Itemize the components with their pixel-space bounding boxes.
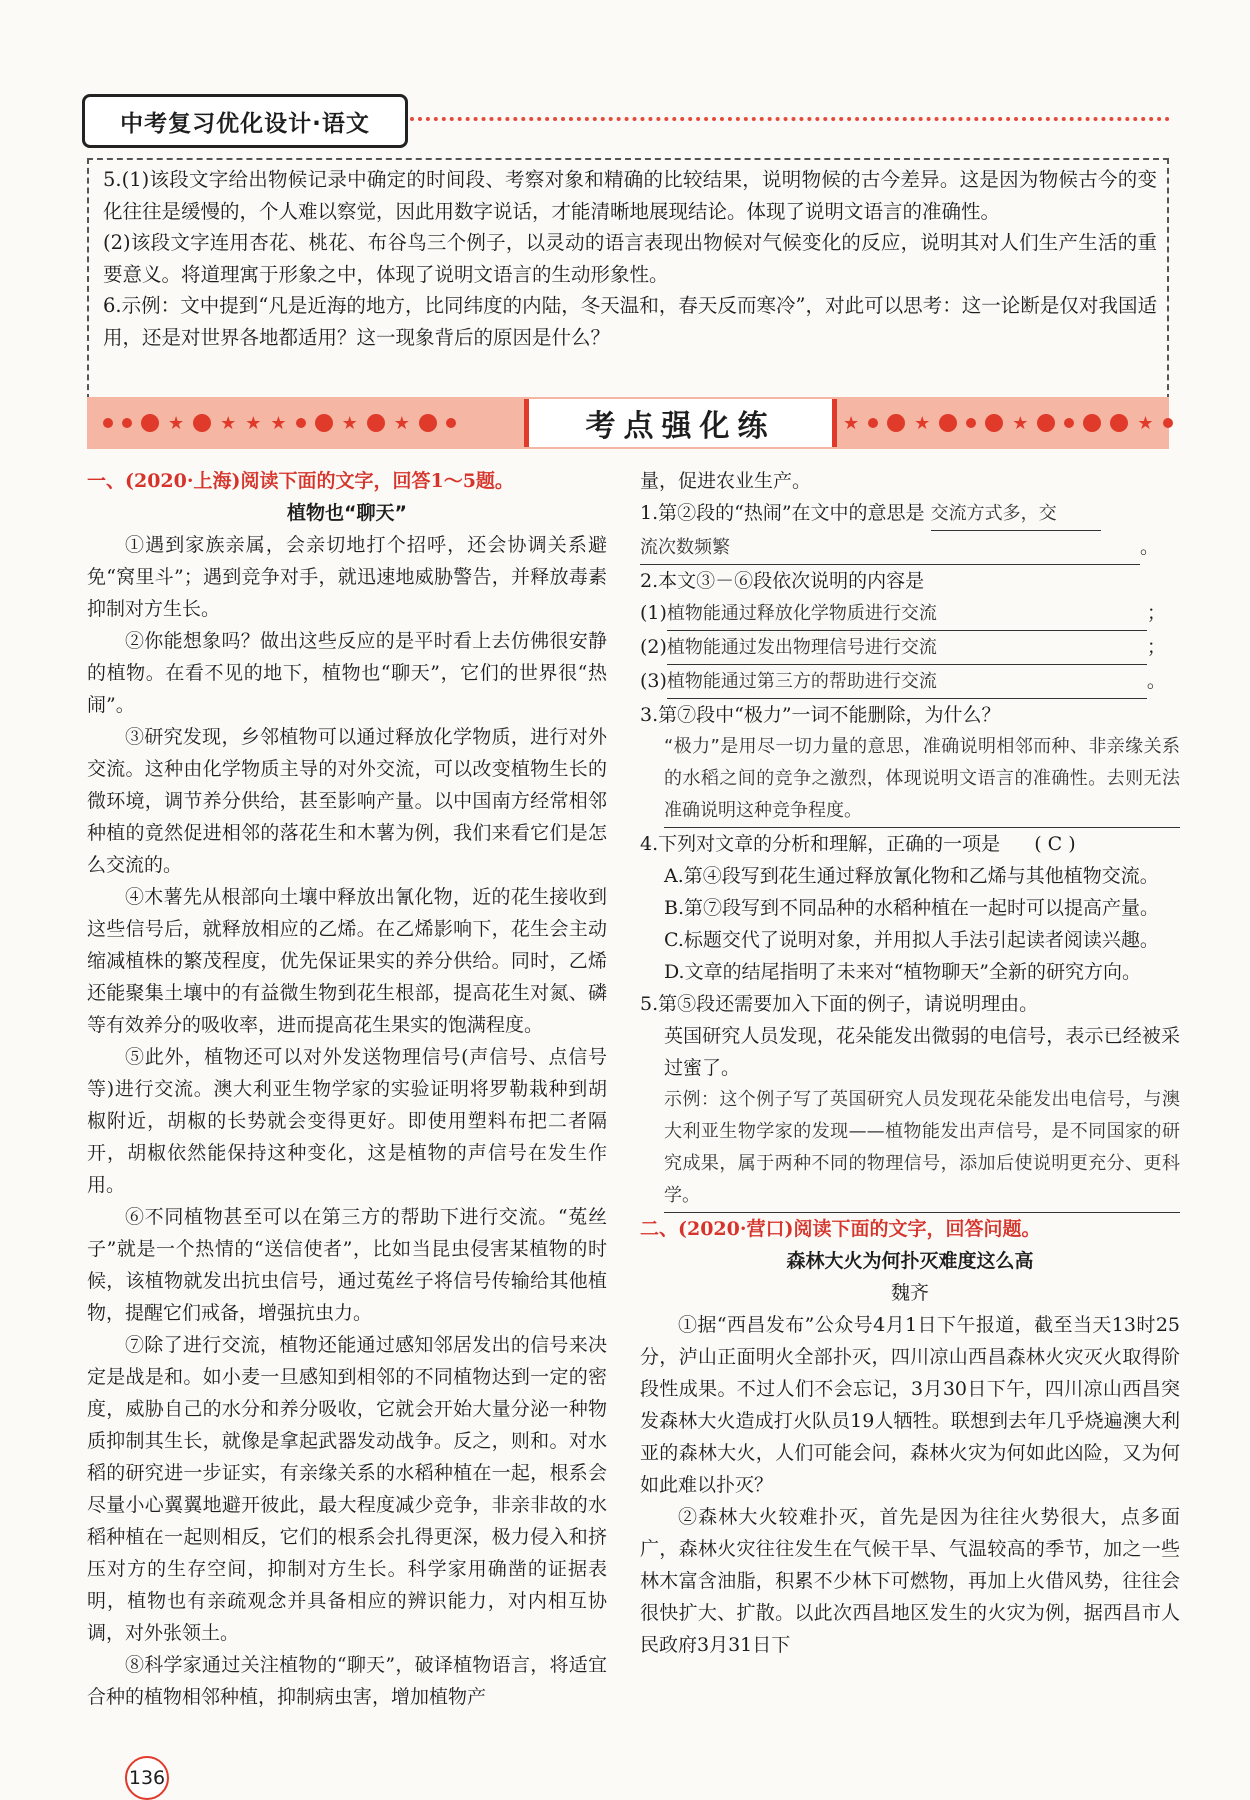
answer-box [87,158,1169,400]
q2-item-answer: 植物能通过发出物理信号进行交流 [667,632,1147,665]
question-1 [640,497,1180,531]
banner-title: 考点强化练 [524,399,837,447]
header-dotted-rule [410,117,1170,121]
article1-paragraph: ③研究发现，乡邻植物可以通过释放化学物质，进行对外交流。这种由化学物质主导的对外交流，可以改变植物生长的微环境，调节养分供给，甚至影响产量。以中国南方经常相邻种植的竟然促进相邻的落花生和木薯为例，我们来看它们是怎么交流的。 [87,726,607,876]
q2-item-answer: 植物能通过第三方的帮助进行交流 [667,666,1147,699]
q4-option: B.第⑦段写到不同品种的水稻种植在一起时可以提高产量。 [664,897,1160,919]
q1-end: 。 [1140,536,1160,558]
q2-item [640,597,1180,631]
q1-answer-b: 流次数频繁 [640,532,1140,565]
q4-option: D.文章的结尾指明了未来对“植物聊天”全新的研究方向。 [664,961,1142,983]
section1-heading: 一、(2020·上海)阅读下面的文字，回答1～5题。 [87,470,514,492]
article1-continuation: 量，促进农业生产。 [640,470,812,492]
q5-answer: 示例：这个例子写了英国研究人员发现花朵能发出电信号，与澳大利亚生物学家的发现——植物能发出声信号，是不同国家的研究成果，属于两种不同的物理信号，添加后使说明更充分、更科学。 [664,1084,1180,1213]
left-column [87,465,607,1713]
q2-item-num: (2) [640,636,667,658]
page-header-title [82,94,408,148]
article1-paragraph: ④木薯先从根部向土壤中释放出氰化物，近的花生接收到这些信号后，就释放相应的乙烯。在乙烯影响下，花生会主动缩减植株的繁茂程度，优先保证果实的养分供给。同时，乙烯还能聚集土壤中的有益微生物到花生根部，提高花生对氮、磷等有效养分的吸收率，进而提高花生果实的饱满程度。 [87,886,607,1036]
q1-prompt: 1.第②段的“热闹”在文中的意思是 [640,502,925,524]
q5-example: 英国研究人员发现，花朵能发出微弱的电信号，表示已经被采过蜜了。 [664,1025,1180,1079]
section-banner [87,397,1169,449]
article1-paragraph: ⑦除了进行交流，植物还能通过感知邻居发出的信号来决定是战是和。如小麦一旦感知到相邻的不同植物达到一定的密度，威胁自己的水分和养分吸收，它就会开始大量分泌一种物质抑制其生长，就像是拿起武器发动战争。反之，则和。对水稻的研究进一步证实，有亲缘关系的水稻种植在一起，根系会尽量小心翼翼地避开彼此，最大程度减少竞争，非亲非故的水稻种植在一起则相反，它们的根系会扎得更深，极力侵入和挤压对方的生存空间，抑制对方生长。科学家用确凿的证据表明，植物也有亲疏观念并具备相应的辨识能力，对内相互协调，对外张领土。 [87,1334,607,1644]
article1-paragraph: ①遇到家族亲属，会亲切地打个招呼，还会协调关系避免“窝里斗”；遇到竞争对手，就迅速地威胁警告，并释放毒素抑制对方生长。 [87,534,607,620]
banner-decoration-left: ★ ★ ★ ★ ★ ★ [103,411,456,435]
section2-heading: 二、(2020·营口)阅读下面的文字，回答问题。 [640,1218,1041,1240]
right-column [640,465,1180,1661]
page-number: 136 [125,1756,169,1800]
article2-paragraph: ①据“西昌发布”公众号4月1日下午报道，截至当天13时25分，泸山正面明火全部扑灭，四川凉山西昌森林火灾灭火取得阶段性成果。不过人们不会忘记，3月30日下午，四川凉山西昌突发森林大火造成打火队员19人牺牲。联想到去年几乎烧遍澳大利亚的森林大火，人们可能会问，森林火灾为何如此凶险，又为何如此难以扑灭？ [640,1314,1180,1496]
q4-option: C.标题交代了说明对象，并用拟人手法引起读者阅读兴趣。 [664,929,1159,951]
q2-item-num: (1) [640,602,667,624]
q1-answer-a: 交流方式多，交 [931,498,1101,531]
q2-item-end: 。 [1146,670,1166,692]
q2-prompt: 2.本文③－⑥段依次说明的内容是 [640,570,925,592]
article1-paragraph: ⑥不同植物甚至可以在第三方的帮助下进行交流。“菟丝子”就是一个热情的“送信使者”，比如当昆虫侵害某植物的时候，该植物就发出抗虫信号，通过菟丝子将信号传输给其他植物，提醒它们戒备，增强抗虫力。 [87,1206,607,1324]
header-title-text: 中考复习优化设计·语文 [120,110,370,137]
question-4 [640,828,1180,860]
article1-paragraph: ⑧科学家通过关注植物的“聊天”，破译植物语言，将适宜合种的植物相邻种植，抑制病虫害，增加植物产 [87,1654,607,1708]
article2-title: 森林大火为何扑灭难度这么高 [786,1250,1034,1272]
q3-answer: “极力”是用尽一切力量的意思，准确说明相邻而种、非亲缘关系的水稻之间的竞争之激烈，体现说明文语言的准确性。去则无法准确说明这种竞争程度。 [664,731,1180,828]
q2-item [640,631,1180,665]
q4-option: A.第④段写到花生通过释放氰化物和乙烯与其他植物交流。 [664,865,1159,887]
q4-prompt: 4.下列对文章的分析和理解，正确的一项是 [640,833,1001,855]
banner-decoration-right: ★ ★ ★ ★ [843,411,1173,435]
question-1-cont [640,531,1180,565]
q2-item [640,665,1180,699]
article2-paragraph: ②森林大火较难扑灭，首先是因为往往火势很大，点多面广，森林火灾往往发生在气候干旱、气温较高的季节，加之一些林木富含油脂，积累不少林下可燃物，再加上火借风势，往往会很快扩大、扩散。以此次西昌地区发生的火灾为例，据西昌市人民政府3月31日下 [640,1506,1180,1656]
q3-prompt: 3.第⑦段中“极力”一词不能删除，为什么？ [640,704,1001,726]
answer-q5-2: (2)该段文字连用杏花、桃花、布谷鸟三个例子，以灵动的语言表现出物候对气候变化的反应，说明其对人们生产生活的重要意义。将道理寓于形象之中，体现了说明文语言的生动形象性。 [103,231,1157,286]
q4-answer: ( C ) [1034,833,1076,855]
article2-author: 魏齐 [890,1282,929,1304]
q2-item-num: (3) [640,670,667,692]
answer-q5-1: 5.(1)该段文字给出物候记录中确定的时间段、考察对象和精确的比较结果，说明物候的古今差异。这是因为物候古今的变化往往是缓慢的，个人难以察觉，因此用数字说话，才能清晰地展现结论。体现了说明文语言的准确性。 [103,168,1157,223]
answer-q6: 6.示例：文中提到“凡是近海的地方，比同纬度的内陆，冬天温和，春天反而寒冷”，对此可以思考：这一论断是仅对我国适用，还是对世界各地都适用？这一现象背后的原因是什么？ [103,294,1157,349]
article1-paragraph: ②你能想象吗？做出这些反应的是平时看上去仿佛很安静的植物。在看不见的地下，植物也“聊天”，它们的世界很“热闹”。 [87,630,607,716]
article1-paragraph: ⑤此外，植物还可以对外发送物理信号(声信号、点信号等)进行交流。澳大利亚生物学家的实验证明将罗勒栽种到胡椒附近，胡椒的长势就会变得更好。即使用塑料布把二者隔开，胡椒依然能保持这种变化，这是植物的声信号在发生作用。 [87,1046,607,1196]
q2-item-end: ； [1146,636,1166,658]
article1-title: 植物也“聊天” [287,502,407,524]
q5-prompt: 5.第⑤段还需要加入下面的例子，请说明理由。 [640,993,1039,1015]
q2-item-answer: 植物能通过释放化学物质进行交流 [667,598,1147,631]
q2-item-end: ； [1146,602,1166,624]
